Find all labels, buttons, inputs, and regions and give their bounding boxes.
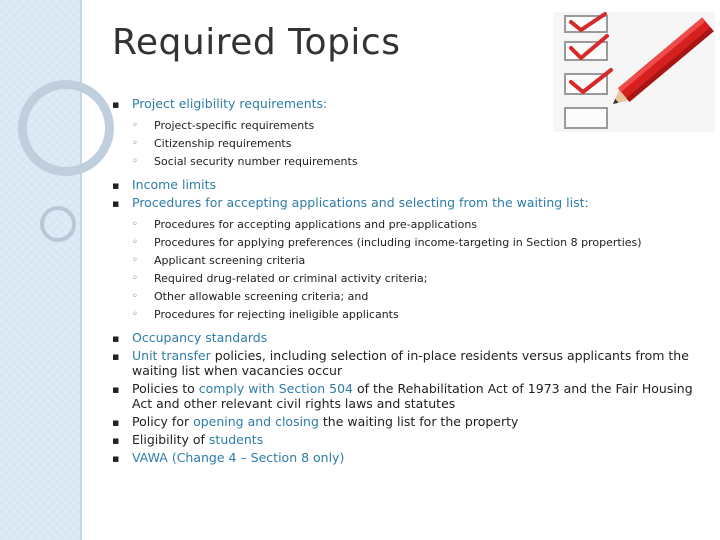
- bullet-text-segment: students: [208, 432, 264, 447]
- bullet-text-segment: policies, including selection of in-place residents versus applicants from the waiting list when vacancies occur: [132, 348, 689, 378]
- bullet-item: [108, 414, 708, 429]
- bullet-text: [132, 96, 327, 111]
- bullet-item: [108, 195, 708, 324]
- bullet-item: [108, 348, 708, 378]
- bullet-text-segment: the waiting list for the property: [318, 414, 519, 429]
- sub-bullet-text: Procedures for accepting applications and pre-applications: [154, 218, 478, 231]
- sub-bullet-list: [132, 117, 708, 171]
- bullet-text: [132, 381, 693, 411]
- bullet-text-segment: Eligibility of: [132, 432, 209, 447]
- sub-bullet-list: [132, 216, 708, 324]
- square-bullet-icon: ▪: [112, 197, 120, 210]
- bullet-text: [132, 330, 267, 345]
- ring-bullet-icon: ◦: [132, 120, 138, 131]
- ring-bullet-icon: ◦: [132, 255, 138, 266]
- bullet-text-segment: opening and closing: [193, 414, 319, 429]
- sub-bullet-item: [132, 252, 708, 270]
- sub-bullet-item: [132, 153, 708, 171]
- square-bullet-icon: ▪: [112, 350, 120, 363]
- sub-bullet-text: Citizenship requirements: [154, 137, 292, 150]
- sub-bullet-text: Procedures for rejecting ineligible applicants: [154, 308, 399, 321]
- sub-bullet-text: Procedures for applying preferences (including income-targeting in Section 8 properties): [154, 236, 642, 249]
- bullet-item: [108, 450, 708, 465]
- decorative-ring-large: [18, 80, 114, 176]
- bullet-text-segment: Project eligibility requirements:: [132, 96, 328, 111]
- bullet-text-segment: of the Rehabilitation Act of 1973 and the Fair Housing Act and other relevant civil rights laws and statutes: [132, 381, 693, 411]
- ring-bullet-icon: ◦: [132, 291, 138, 302]
- sub-bullet-item: [132, 288, 708, 306]
- square-bullet-icon: ▪: [112, 452, 120, 465]
- bullet-text-segment: Policies to: [132, 381, 199, 396]
- sub-bullet-item: [132, 306, 708, 324]
- sub-bullet-text: Required drug-related or criminal activity criteria;: [154, 272, 428, 285]
- sub-bullet-item: [132, 216, 708, 234]
- ring-bullet-icon: ◦: [132, 237, 138, 248]
- square-bullet-icon: ▪: [112, 332, 120, 345]
- sub-bullet-item: [132, 117, 708, 135]
- bullet-text-segment: comply with Section 504: [198, 381, 353, 396]
- sub-bullet-item: [132, 135, 708, 153]
- bullet-item: [108, 96, 708, 171]
- sub-bullet-text: Project-specific requirements: [154, 119, 315, 132]
- square-bullet-icon: ▪: [112, 98, 120, 111]
- slide-title: Required Topics: [112, 22, 401, 63]
- ring-bullet-icon: ◦: [132, 156, 138, 167]
- bullet-text-segment: Policy for: [132, 414, 194, 429]
- bullet-text-segment: VAWA (Change 4 – Section 8 only): [132, 450, 345, 465]
- sidebar-divider: [80, 0, 82, 540]
- bullet-text-segment: Income limits: [132, 177, 216, 192]
- square-bullet-icon: ▪: [112, 383, 120, 396]
- slide-body: [108, 96, 708, 468]
- ring-bullet-icon: ◦: [132, 219, 138, 230]
- bullet-text-segment: Unit transfer: [132, 348, 211, 363]
- bullet-item: [108, 330, 708, 345]
- bullet-text: [132, 432, 263, 447]
- sub-bullet-text: Other allowable screening criteria; and: [154, 290, 369, 303]
- sub-bullet-item: [132, 270, 708, 288]
- bullet-item: [108, 177, 708, 192]
- sub-bullet-text: Applicant screening criteria: [154, 254, 306, 267]
- bullet-text: [132, 348, 689, 378]
- bullet-text: [132, 195, 589, 210]
- bullet-text: [132, 177, 216, 192]
- decorative-ring-small: [40, 206, 76, 242]
- bullet-item: [108, 381, 708, 411]
- sub-bullet-text: Social security number requirements: [154, 155, 358, 168]
- square-bullet-icon: ▪: [112, 434, 120, 447]
- ring-bullet-icon: ◦: [132, 273, 138, 284]
- square-bullet-icon: ▪: [112, 416, 120, 429]
- ring-bullet-icon: ◦: [132, 138, 138, 149]
- square-bullet-icon: ▪: [112, 179, 120, 192]
- bullet-text-segment: Procedures for accepting applications and selecting from the waiting list:: [132, 195, 589, 210]
- bullet-text: [132, 414, 518, 429]
- sub-bullet-item: [132, 234, 708, 252]
- bullet-item: [108, 432, 708, 447]
- bullet-list: [108, 96, 708, 465]
- ring-bullet-icon: ◦: [132, 309, 138, 320]
- bullet-text: [132, 450, 344, 465]
- bullet-text-segment: Occupancy standards: [132, 330, 268, 345]
